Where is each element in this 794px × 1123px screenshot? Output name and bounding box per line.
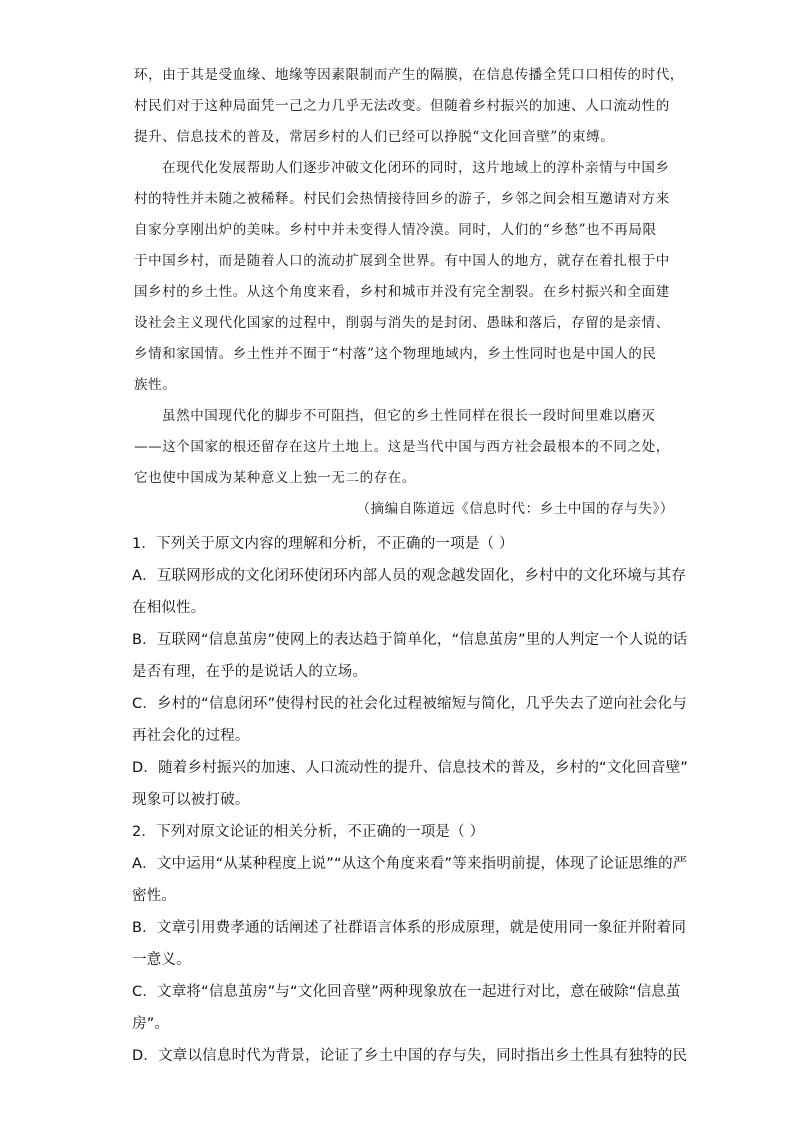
- question-1-option-d-cont: 现象可以被打破。: [132, 792, 250, 808]
- passage-paragraph-start: 虽然中国现代化的脚步不可阻挡，但它的乡土性同样在很长一段时间里难以磨灭: [162, 408, 656, 424]
- passage-line: ——这个国家的根还留存在这片土地上。这是当代中国与西方社会最根本的不同之处，: [134, 439, 670, 455]
- question-2-option-c-cont: 房”。: [132, 1016, 170, 1032]
- passage-line: 乡情和家国情。乡土性并不囿于“村落”这个物理地域内，乡土性同时也是中国人的民: [134, 346, 657, 362]
- question-2-option-b: B．文章引用费孝通的话阐述了社群语言体系的形成原理，就是使用同一象征并附着同: [132, 920, 687, 936]
- question-2-option-c: C．文章将“信息茧房”与“文化回音壁”两种现象放在一起进行对比，意在破除“信息茧: [132, 984, 681, 1000]
- passage-line: 于中国乡村，而是随着人口的流动扩展到全世界。有中国人的地方，就存在着扎根于中: [134, 253, 670, 269]
- question-2-option-a-cont: 密性。: [132, 888, 177, 904]
- passage-line: 自家分享刚出炉的美味。乡村中并未变得人情冷漠。同时，人们的“乡愁”也不再局限: [134, 222, 657, 238]
- question-1-option-c-cont: 再社会化的过程。: [132, 728, 250, 744]
- question-1-option-a-cont: 在相似性。: [132, 600, 206, 616]
- question-section: [132, 528, 688, 1072]
- passage-line: 族性。: [134, 377, 177, 393]
- question-1-option-d: D．随着乡村振兴的加速、人口流动性的提升、信息技术的普及，乡村的“文化回音壁”: [132, 760, 688, 776]
- question-1-option-a: A．互联网形成的文化闭环使闭环内部人员的观念越发固化，乡村中的文化环境与其存: [132, 568, 687, 584]
- passage-paragraph-start: 在现代化发展帮助人们逐步冲破文化闭环的同时，这片地域上的淳朴亲情与中国乡: [162, 160, 670, 176]
- question-2-stem: 2．下列对原文论证的相关分析，不正确的一项是（ ）: [132, 824, 485, 840]
- question-1-option-b: B．互联网“信息茧房”使网上的表达趋于简单化，“信息茧房”里的人判定一个人说的话: [132, 632, 688, 648]
- passage-line: 它也使中国成为某种意义上独一无二的存在。: [134, 470, 416, 486]
- passage-line: 设社会主义现代化国家的过程中，削弱与消失的是封闭、愚昧和落后，存留的是亲情、: [134, 315, 670, 331]
- question-1-option-c: C．乡村的“信息闭环”使得村民的社会化过程被缩短与简化，几乎失去了逆向社会化与: [132, 696, 687, 712]
- passage-source-citation: （摘编自陈道远《信息时代：乡土中国的存与失》）: [356, 501, 674, 517]
- question-1-option-b-cont: 是否有理，在乎的是说话人的立场。: [132, 664, 368, 680]
- passage-line: 村民们对于这种局面凭一己之力几乎无法改变。但随着乡村振兴的加速、人口流动性的: [134, 98, 670, 114]
- passage-line: 环，由于其是受血缘、地缘等因素限制而产生的隔膜，在信息传播全凭口口相传的时代，: [134, 67, 684, 83]
- question-1-stem: 1．下列关于原文内容的理解和分析，不正确的一项是（ ）: [132, 536, 514, 552]
- question-2-option-b-cont: 一意义。: [132, 952, 191, 968]
- passage-line: 国乡村的乡土性。从这个角度来看，乡村和城市并没有完全割裂。在乡村振兴和全面建: [134, 284, 670, 300]
- reading-passage: [134, 60, 684, 525]
- passage-line: 村的特性并未随之被稀释。村民们会热情接待回乡的游子，乡邻之间会相互邀请对方来: [134, 191, 670, 207]
- question-2-option-a: A．文中运用“从某种程度上说”“从这个角度来看”等来指明前提，体现了论证思维的严: [132, 856, 688, 872]
- question-2-option-d: D．文章以信息时代为背景，论证了乡土中国的存与失，同时指出乡土性具有独特的民: [132, 1048, 688, 1064]
- passage-line: 提升、信息技术的普及，常居乡村的人们已经可以挣脱“文化回音壁”的束缚。: [134, 129, 615, 145]
